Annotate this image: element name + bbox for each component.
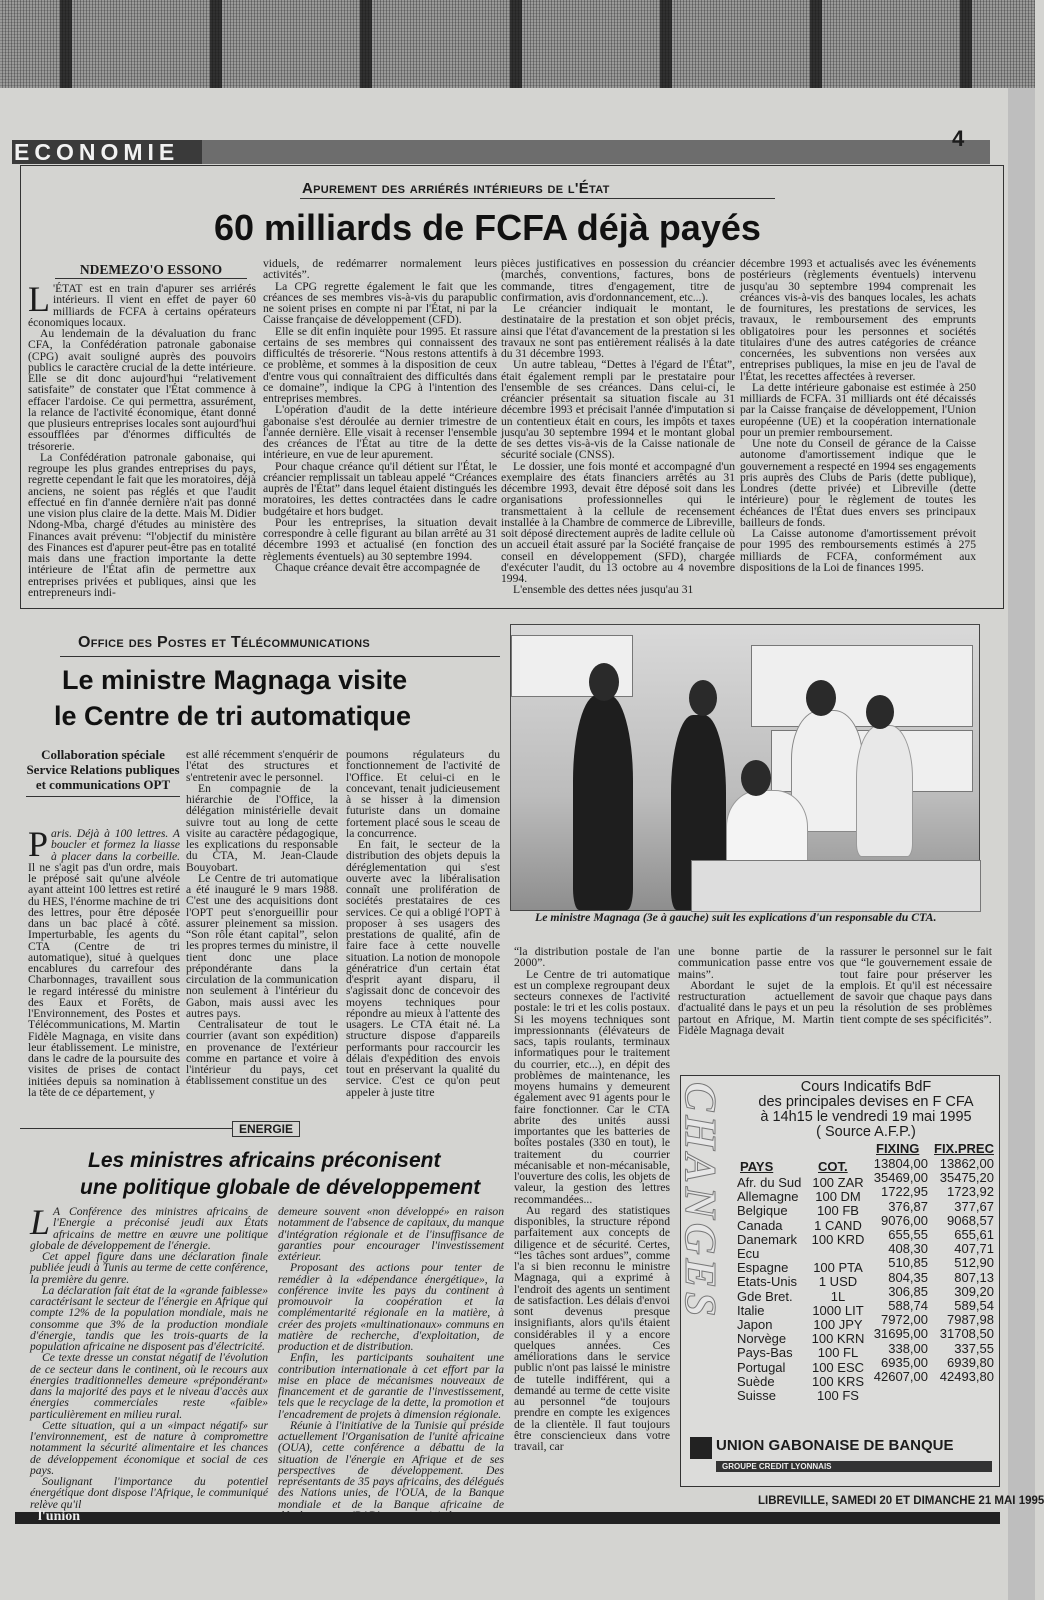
country-row xyxy=(737,1275,867,1289)
article1-column-2 xyxy=(263,258,497,605)
cell-cot: 100 JPY xyxy=(813,1317,863,1333)
rate-row xyxy=(868,1228,996,1242)
cell-fixing: 9076,00 xyxy=(881,1212,928,1228)
paragraph-text: pièces justificatives en possession du créancier (marchés, conventions, factures, bons de commande, titres d'engagement, titre de confirmation, avis d'ordonnancement, etc...). xyxy=(501,257,735,304)
country-row xyxy=(737,1346,867,1360)
cell-cot: 100 FL xyxy=(817,1345,859,1361)
paragraph-text: poumons régulateurs du fonctionnement de l'activité de l'Office. Et celui-ci en le concevant, tenait judicieusement à se hisser à la dimension futuriste dans un domaine fortement placé sous le sceau de la concurrence. xyxy=(346,748,500,840)
cell-pays: Norvège xyxy=(737,1331,787,1347)
paragraph xyxy=(186,783,338,873)
title-line: ( Source A.F.P.) xyxy=(816,1124,916,1140)
cell-cot: 1 USD xyxy=(818,1274,858,1290)
cell-fixing: 7972,00 xyxy=(881,1312,928,1328)
paragraph xyxy=(501,303,735,359)
cell-cot: 100 DM xyxy=(815,1189,861,1205)
paragraph xyxy=(501,584,735,595)
country-row xyxy=(737,1204,867,1218)
country-row xyxy=(737,1219,867,1233)
cell-pays: Espagne xyxy=(737,1260,789,1276)
paragraph xyxy=(28,452,256,598)
paragraph xyxy=(30,1420,268,1476)
paragraph-text: Chaque créance devait être accompagnée de xyxy=(275,560,481,574)
paragraph-text: L'ensemble des dettes nées jusqu'au 31 xyxy=(513,583,694,597)
cell-pays: Suisse xyxy=(737,1388,777,1404)
article1-headline: 60 milliards de FCFA déjà payés xyxy=(214,207,761,248)
paragraph xyxy=(28,824,180,1099)
paragraph-text: Le dossier, une fois monté et accompagné d'un exemplaire des états financiers arrêtés au 31 décembre 1993, devait être déposé soit dans les organisations professionnelles qui le transmettaient à la cellule de recensement installée à la Chambre de commerce de Libreville, soit déposé directement auprès de ladite cellule où un accueil était assuré par la Société française de conseil en développement (SFD), chargée d'exécuter l'audit, du 13 octobre au 4 novembre 1994. xyxy=(501,459,735,585)
rate-row xyxy=(868,1370,996,1384)
cell-fixing: 35469,00 xyxy=(873,1170,928,1186)
scan-border-top xyxy=(0,0,1035,88)
article3-column-2 xyxy=(278,1205,504,1511)
cell-pays: Danemark xyxy=(737,1231,797,1247)
country-row xyxy=(737,1290,867,1304)
rate-row xyxy=(868,1256,996,1270)
paragraph xyxy=(186,873,338,1019)
rate-row xyxy=(868,1285,996,1299)
rate-row xyxy=(868,1327,996,1341)
cell-fixing: 31695,00 xyxy=(873,1326,928,1342)
cell-fixing: 510,85 xyxy=(888,1255,928,1271)
paragraph xyxy=(278,1352,504,1420)
cell-fix-prec: 807,13 xyxy=(954,1269,994,1285)
paragraph-text: La Confédération patronale gabonaise, qui regroupe les plus grandes entreprises du pays, regrette cependant le fait que les moratoires, déjà anciens, ne soient pas réglés et que l'audit effectué en fin d'année dernière n'ait pas donné une vision plus claire de la dette. Mais M. Didier Ndong-Mba, chargé d'études au ministère des Finances avait prévenu: “l'objectif du ministère des Finances est d'apurer peut-être pas en totalité mais dans une fraction importante la dette intérieure de l'État afin de permettre aux entreprises privées et publiques, ainsi que les entrepreneurs indi- xyxy=(28,450,256,599)
cell-fix-prec: 1723,92 xyxy=(947,1184,994,1200)
paragraph-text: En fait, le secteur de la distribution des objets depuis la déréglementation qui s'est ouverte avec la libéralisation connaît une prolifération de sociétés prestataires de ces services. Ce qui a obligé l'OPT à proposer à ses usagers des prestations de qualité, afin de faire face à cette nouvelle situation. La notion de monopole génératrice d'un certain état d'esprit ayant disparu, il s'agissait donc de concevoir des moyens techniques pour répondre au mieux à l'attente des usagers. Le CTA était né. La structure dispose d'appareils performants pour raccourcir les délais d'expédition des envois tout en préservant la qualité du service. C'est ce qu'on peut appeler à juste titre xyxy=(346,838,500,1099)
paragraph-text: En compagnie de la hiérarchie de l'Office, la délégation ministérielle devait suivre tout au long de cette visite au caractère pédagogique, les explications du responsable du CTA, M. Jean-Claude Bouyobart. xyxy=(186,781,338,874)
paragraph-text: Réunie à l'initiative de la Tunisie qui préside actuellement l'Organisation de l'unité africaine (OUA), cette conférence a débattu de la situation de l'énergie en Afrique et de ses perspectives de développement. Des représentants de 35 pays africains, des délégués des Nations unies, de l'OUA, de la Banque mondiale et de la Banque africaine de xyxy=(278,1418,504,1511)
paragraph xyxy=(263,517,497,562)
cell-cot: 100 KRD xyxy=(811,1231,865,1247)
country-row xyxy=(737,1261,867,1275)
paragraph xyxy=(346,749,500,839)
paragraph-text: La CPG regrette également le fait que les créances de ses membres vis-à-vis du parapublic ne soient prises en compte ni par l'État, ni par la Caisse française de développement (CFD). xyxy=(263,279,497,327)
paragraph xyxy=(263,281,497,326)
cell-cot xyxy=(809,1247,867,1261)
paragraph-text: Le créancier indiquait le montant, le destinataire de la prestation et son objet précis, ainsi que l'état d'avancement de la prestation si les travaux ne sont pas entièrement réalisés à la date du 31 décembre 1993. xyxy=(501,302,735,360)
footer-bar xyxy=(15,1512,1000,1524)
cell-pays: Portugal xyxy=(737,1359,786,1375)
rate-row xyxy=(868,1214,996,1228)
drop-cap: L xyxy=(28,279,50,319)
paragraph-text: A Conférence des ministres africains de l'Energie a préconisé jeudi aux États africains de mettre en œuvre une politique globale de développement de l'énergie. xyxy=(30,1205,268,1252)
rate-row xyxy=(868,1356,996,1370)
paragraph-text: Pour les entreprises, la situation devait correspondre à celle figurant au bilan arrêté au 31 décembre 1993 et actualisé (en fonction des règlements éventuels) au 30 septembre 1994. xyxy=(263,515,497,563)
cell-fix-prec: 35475,20 xyxy=(939,1170,994,1186)
rate-row xyxy=(868,1171,996,1185)
paragraph-text: Cet appel figure dans une déclaration finale publiée jeudi à Tunis au terme de cette conférence, la première du genre. xyxy=(30,1250,268,1286)
paragraph-text: une bonne partie de la communication passe entre vos mains”. xyxy=(678,945,834,981)
paragraph-text: Proposant des actions pour tenter de remédier à la «dépendance énergétique», la conférence invite les pays du continent à promouvoir la coopération et la complémentarité régionale en la matière, à créer des projets «multinationaux» communs en matière de recherche, d'exploitation, de production et de distribution. xyxy=(278,1261,504,1353)
paragraph xyxy=(501,461,735,585)
rate-row xyxy=(868,1299,996,1313)
article2-column-1 xyxy=(28,824,180,1117)
kicker-rule xyxy=(300,198,775,199)
paragraph xyxy=(740,382,976,438)
paragraph-text: Cette situation, qui a un «impact négatif» sur l'environnement, est de nature à compromettre notamment la sécurité alimentaire et les chances de développement économique et social de ces pays. xyxy=(30,1418,268,1477)
cell-fix-prec: 7987,98 xyxy=(947,1312,994,1328)
cell-fix-prec: 655,61 xyxy=(954,1227,994,1243)
cell-cot: 100 FB xyxy=(817,1203,859,1219)
paragraph-text: Pour chaque créance qu'il détient sur l'État, le créancier remplissait un tableau appelé “Créances auprès de l'État” dans lequel étaient distingués les moratoires, les dettes contractées dans le cadre budgétaire et hors budget. xyxy=(263,459,497,518)
paragraph xyxy=(263,258,497,281)
cell-pays: Italie xyxy=(737,1302,765,1318)
cell-cot: 100 ESC xyxy=(811,1359,865,1375)
paragraph-text: Un autre tableau, “Dettes à l'égard de l'État”, était également rempli par le prestataire pour l'ensemble de ses créances. Dans celui-ci, le créancier présentait sa situation fiscale au 31 décembre 1993 et précisait l'année d'imputation si un contentieux était en cours, les impôts et taxes jusqu'au 30 septembre 1994 et le montant global de ses dettes vis-à-vis de la Caisse nationale de sécurité sociale (CNSS). xyxy=(501,358,735,462)
paragraph-text: Le Centre de tri automatique est un complexe regroupant deux secteurs connexes de l'activité postale: le tri et les colis postaux. Si les moyens techniques sont impressionnants (élévateurs de sacs, tapis roulants, terminaux informatiques pour le traitement du courrier, etc...), en dépit des problèmes de maintenance, les moyens humains y demeurent également avec 91 agents pour le faire fonctionner. Car le CTA abrite des unités aussi importantes que les batteries de boîtes postales (330 en tout), le traitement du courrier mécanisable et non-mécanisable, l'ouverture des colis, les objets de valeur, la gestion des lettres recommandées... xyxy=(514,967,670,1206)
cell-cot: 100 KRN xyxy=(811,1331,865,1347)
paragraph xyxy=(501,258,735,303)
header-fix-prec: FIX.PREC xyxy=(934,1141,994,1156)
cell-cot: 100 KRS xyxy=(811,1373,865,1389)
paragraph xyxy=(263,404,497,460)
cell-fixing: 6935,00 xyxy=(881,1354,928,1370)
cell-pays: Gde Bret. xyxy=(737,1288,793,1304)
paragraph-text: Au lendemain de la dévaluation du franc CFA, la Confédération patronale gabonaise (CPG) avait souligné auprès des pouvoirs publics le caractère crucial de la dette intérieure. Elle se dit donc aujourd'hui “relativement satisfaite” de constater que l'État commence à effacer l'ardoise. Ce qui permettra, assurément, la relance de l'activité économique, étant donné que plusieurs entreprises locales sont aujourd'hui essoufflées par d'énormes difficultés de trésorerie. xyxy=(28,327,256,453)
article2-headline-line2: le Centre de tri automatique xyxy=(54,701,412,731)
photo-caption: Le ministre Magnaga (3e à gauche) suit les explications d'un responsable du CTA. xyxy=(535,910,937,924)
paragraph xyxy=(678,980,834,1036)
country-row xyxy=(737,1190,867,1204)
paragraph-text: décembre 1993 et actualisés avec les événements postérieurs (règlements éventuels) intervenu jusqu'au 30 septembre 1994 comprenait les créances vis-à-vis des banques locales, les achats de fournitures, les prestations de services, les travaux, le remboursement des emprunts obligatoires pour les personnes et sociétés titulaires d'une des autres catégories de créance concernées, les subventions non versées aux entreprises publiques, la mise en jeu de l'aval de l'État, les recettes affectées à reverser. xyxy=(740,257,976,383)
lead-text: aris. Déjà à 100 lettres. A boucler et formez la liasse à placer dans la corbeille. xyxy=(51,827,180,863)
drop-cap: L xyxy=(30,1202,51,1242)
paragraph-text: Il ne s'agit pas d'un ordre, mais le préposé sait qu'une alvéole ayant atteint 100 lettres est retiré du HES, l'énorme machine de tri des lettres, pour être déposée dans un bac placé à côté. Imperturbable, les agents du CTA (Centre de tri automatique), situé à quelques encablures du carrefour des Charbonnages, travaillent sous le regard intéressé du ministre des Eaux et Forêts, de l'Environnement, des Postes et Télécommunications, M. Martin Fidèle Magnaga, en visite dans leur établissement. Le ministre, dans le cadre de la poursuite des visites de prises de contact initiées depuis sa nomination à la tête de ce département, y xyxy=(28,860,180,1099)
paragraph-text: Elle se dit enfin inquiète pour 1995. Et rassure certains de ses membres qui connaissent des difficultés de trésorerie. “Nous restons attentifs à ce problème, et sommes à la disposition de ceux d'entre vous qui connaîtraient des difficultés dans ce domaine”, indique la CPG à l'intention des entreprises membres. xyxy=(263,324,497,405)
paragraph xyxy=(740,438,976,528)
article2-column-4 xyxy=(514,946,670,1509)
paragraph xyxy=(28,279,256,329)
paragraph xyxy=(30,1251,268,1285)
paragraph xyxy=(30,1202,268,1252)
kicker-rule xyxy=(60,656,500,657)
cell-fix-prec: 42493,80 xyxy=(939,1369,994,1385)
news-photo-minister-visit xyxy=(510,624,980,911)
country-row xyxy=(737,1233,867,1247)
paragraph xyxy=(840,946,992,1025)
paragraph-text: est allé récemment s'enquérir de l'état des structures et s'entretenir avec le personnel. xyxy=(186,748,338,784)
footer-dateline: LIBREVILLE, SAMEDI 20 ET DIMANCHE 21 MAI 1995 xyxy=(758,1495,1044,1507)
article1-byline: NDEMEZO'O ESSONO xyxy=(55,262,247,279)
cell-pays: Etats-Unis xyxy=(737,1274,797,1290)
cell-fix-prec: 6939,80 xyxy=(947,1354,994,1370)
paragraph xyxy=(740,528,976,573)
bank-group: GROUPE CREDIT LYONNAIS xyxy=(716,1461,992,1472)
article3-column-1 xyxy=(30,1202,268,1511)
header-cot: COT. xyxy=(818,1159,848,1174)
country-row xyxy=(737,1332,867,1346)
rate-row xyxy=(868,1242,996,1256)
cell-fixing: 1722,95 xyxy=(881,1184,928,1200)
title-line: à 14h15 le vendredi 19 mai 1995 xyxy=(760,1109,972,1125)
cell-fix-prec: 337,55 xyxy=(954,1340,994,1356)
cell-pays: Suède xyxy=(737,1373,775,1389)
cell-cot: 1000 LIT xyxy=(812,1302,864,1318)
paragraph xyxy=(28,328,256,452)
cell-fixing: 588,74 xyxy=(888,1298,928,1314)
country-row xyxy=(737,1247,867,1261)
paragraph-text: Abordant le sujet de la restructuration actuellement d'actualité dans le pays et un peu partout en Afrique, M. Martin Fidèle Magnaga devait xyxy=(678,978,834,1037)
paragraph xyxy=(278,1262,504,1352)
cell-pays: Canada xyxy=(737,1217,783,1233)
cell-fixing: 42607,00 xyxy=(873,1369,928,1385)
bank-name: UNION GABONAISE DE BANQUE xyxy=(716,1437,954,1454)
cell-fix-prec: 512,90 xyxy=(954,1255,994,1271)
page-number: 4 xyxy=(952,126,965,151)
rate-row xyxy=(868,1313,996,1327)
cell-pays: Japon xyxy=(737,1317,773,1333)
article2-column-6 xyxy=(840,945,992,1026)
title-line: des principales devises en F CFA xyxy=(758,1094,974,1110)
cell-fix-prec: 31708,50 xyxy=(939,1326,994,1342)
paragraph xyxy=(263,461,497,517)
country-column xyxy=(737,1176,867,1403)
cell-fixing: 338,00 xyxy=(888,1340,928,1356)
article1-column-4 xyxy=(740,258,976,605)
cell-fixing: 306,85 xyxy=(888,1283,928,1299)
drop-cap: P xyxy=(28,824,49,864)
rate-row xyxy=(868,1200,996,1214)
cell-fixing: 655,55 xyxy=(888,1227,928,1243)
article2-column-3 xyxy=(346,749,500,1117)
article3-tag: ENERGIE xyxy=(232,1121,300,1137)
paragraph xyxy=(514,946,670,969)
paragraph-text: La déclaration fait état de la «grande faiblesse» caractérisant le secteur de l'énergie en Afrique qui compte 12% de la population mondiale, mais ne consomme que 3% de la production mondiale d'énergie, tandis que les trois-quarts de la population africaine ne disposent pas d'électricité. xyxy=(30,1283,268,1353)
article3-headline-line1: Les ministres africains préconisent xyxy=(88,1149,441,1172)
paragraph xyxy=(186,749,338,783)
cell-fix-prec: 407,71 xyxy=(954,1241,994,1257)
paragraph-text: demeure souvent «non développé» en raison notamment de l'absence de capitaux, du manque d'intégration régionale et de l'insuffisance de garanties pour encourager l'investissement extérieur. xyxy=(278,1205,504,1263)
rate-row xyxy=(868,1157,996,1171)
country-row xyxy=(737,1389,867,1403)
cell-cot: 100 FS xyxy=(817,1388,859,1404)
article2-column-2 xyxy=(186,749,338,1117)
exchange-rates-title xyxy=(735,1080,997,1140)
country-row xyxy=(737,1176,867,1190)
article1-column-1 xyxy=(28,279,256,605)
paragraph-text: Ce texte dresse un constat négatif de l'évolution de ce secteur dans le continent, où le recours aux énergies traditionnelles demeure «prépondérant» dans la majorité des pays et le niveau d'accès aux énergies commerciales reste «faible» particulièrement en milieu rural. xyxy=(30,1351,268,1421)
country-row xyxy=(737,1361,867,1375)
cell-fixing: 408,30 xyxy=(888,1241,928,1257)
paragraph xyxy=(186,1019,338,1087)
paragraph xyxy=(30,1352,268,1420)
header-pays: PAYS xyxy=(740,1159,774,1174)
cell-cot: 1 CAND xyxy=(814,1217,862,1233)
paragraph-text: Au regard des statistiques disponibles, la structure répond parfaitement aux concepts de diligence et de sécurité. Certes, “les tâches sont ardues”, comme l'a si bien reconnu le ministre Magnaga, qui a exprimé à l'endroit des agents un sentiment de satisfaction. Les délais d'envoi sont devenus presque insignifiants, alors qu'ils étaient considérables il y a encore quelques années. Ces améliorations dans le service public n'ont pas laissé le ministre de tutelle indifférent, qui a demandé au terme de cette visite au personnel “de toujours prendre en compte les exigences de la clientèle. Il faut toujours être consciencieux dans votre travail, car xyxy=(514,1203,670,1453)
article2-byline: Collaboration spéciale Service Relations publiques et communications OPT xyxy=(26,747,180,797)
cell-fix-prec: 377,67 xyxy=(954,1198,994,1214)
paragraph-text: Enfin, les participants souhaitent une contribution internationale à cet effort par la mise en place de mécanismes nouveaux de financement et de garantie de l'investissement, tels que le recyclage de la dette, la promotion et l'encadrement de projets à dimension régionale. xyxy=(278,1351,504,1421)
article1-column-3 xyxy=(501,258,735,605)
country-row xyxy=(737,1304,867,1318)
paragraph-text: “la distribution postale de l'an 2000”. xyxy=(514,945,670,970)
cell-cot: 1L xyxy=(830,1288,846,1304)
changes-label-text: CHANGES xyxy=(676,1082,725,1321)
paragraph xyxy=(278,1206,504,1262)
article1-kicker: Apurement des arriérés intérieurs de l'État xyxy=(302,180,610,197)
cell-fix-prec: 13862,00 xyxy=(939,1156,994,1171)
paragraph-text: Centralisateur de tout le courrier (avant son expédition) en provenance de l'extérieur comme en partance et voire à l'intérieur du pays, cet établissement constitue un des xyxy=(186,1018,338,1088)
paragraph xyxy=(263,326,497,405)
paragraph xyxy=(740,258,976,382)
rate-row xyxy=(868,1185,996,1199)
paragraph xyxy=(501,359,735,460)
newspaper-logo: l'union xyxy=(38,1509,81,1524)
cell-pays: Pays-Bas xyxy=(737,1345,793,1361)
article2-headline-line1: Le ministre Magnaga visite xyxy=(62,665,408,695)
cell-fixing: 376,87 xyxy=(888,1198,928,1214)
cell-fix-prec: 309,20 xyxy=(954,1283,994,1299)
paragraph-text: rassurer le personnel sur le fait que “le gouvernement essaie de tout faire pour préserver les emplois. Et qu'il est nécessaire de savoir que chaque pays dans la résolution de ses problèmes tient compte de ses spécificités”. xyxy=(840,945,992,1026)
paragraph xyxy=(278,1420,504,1521)
paragraph xyxy=(514,969,670,1205)
header-fixing: FIXING xyxy=(876,1141,920,1156)
paragraph-text: viduels, de redémarrer normalement leurs activités”. xyxy=(263,257,497,282)
changes-vertical-label xyxy=(676,1082,728,1422)
cell-pays: Belgique xyxy=(737,1203,788,1219)
section-rule xyxy=(20,1128,232,1129)
paragraph xyxy=(263,562,497,573)
paragraph xyxy=(30,1476,268,1510)
section-label: ECONOMIE xyxy=(14,139,180,165)
cell-cot: 100 PTA xyxy=(813,1260,863,1276)
bank-logo-block xyxy=(690,1433,990,1473)
cell-fix-prec: 9068,57 xyxy=(947,1212,994,1228)
paragraph-text: La Caisse autonome d'amortissement prévoit pour 1995 des remboursements estimés à 275 milliards de FCFA, conformément aux dispositions de la Loi de finances 1995. xyxy=(740,527,976,574)
rates-column xyxy=(868,1157,996,1384)
paragraph xyxy=(30,1285,268,1353)
cell-cot: 100 ZAR xyxy=(812,1175,864,1190)
bank-logo-icon xyxy=(690,1437,712,1459)
paragraph-text: La dette intérieure gabonaise est estimée à 250 milliards de FCFA. 31 milliards ont été décaissés par la Caisse française de développement, l'Union européenne (UE) et la coopération internationale pour un premier remboursement. xyxy=(740,380,976,439)
paragraph-text: Une note du Conseil de gérance de la Caisse autonome d'amortissement indique que le gouvernement a respecté en 1994 ses engagements pris auprès des Clubs de Paris (dette publique), Londres (dette privée) et Libreville (dette intérieure) pour le règlement de toutes les échéances de l'État dues envers ses principaux bailleurs de fonds. xyxy=(740,437,976,529)
cell-fixing: 804,35 xyxy=(888,1269,928,1285)
country-row xyxy=(737,1318,867,1332)
scan-border-right xyxy=(1008,88,1035,1600)
cell-fix-prec: 589,54 xyxy=(954,1298,994,1314)
paragraph-text: L'opération d'audit de la dette intérieure gabonaise s'est déroulée au dernier trimestre de l'année dernière. Elle visait à recenser l'ensemble des créances de l'État au titre de la dette intérieure, en vue de leur apurement. xyxy=(263,403,497,462)
paragraph xyxy=(514,1205,670,1453)
article2-kicker: Office des Postes et Télécommunications xyxy=(78,634,370,651)
cell-pays: Ecu xyxy=(737,1246,760,1262)
article3-headline-line2: une politique globale de développement xyxy=(80,1176,481,1199)
paragraph-text: 'ÉTAT est en train d'apurer ses arriérés intérieurs. Il vient en effet de payer 60 milliards de FCFA à certains opérateurs économiques locaux. xyxy=(28,282,256,329)
title-line: Cours Indicatifs BdF xyxy=(800,1079,932,1095)
cell-pays: Afr. du Sud xyxy=(737,1175,802,1190)
rate-row xyxy=(868,1342,996,1356)
cell-fixing: 13804,00 xyxy=(873,1156,928,1171)
cell-pays: Allemagne xyxy=(737,1189,799,1205)
article2-column-5 xyxy=(678,945,834,1037)
paragraph xyxy=(346,839,500,1098)
paragraph-text: Le Centre de tri automatique a été inauguré le 9 mars 1988. C'est une des acquisitions dont l'OPT peut s'enorgueillir pour assurer pleinement sa mission. “Son rôle étant capital”, selon les propres termes du ministre, il tient donc une place prépondérante dans la circulation de la communication non seulement à l'intérieur du Gabon, mais aussi avec les autres pays. xyxy=(186,871,338,1020)
country-row xyxy=(737,1375,867,1389)
paragraph xyxy=(678,946,834,980)
paragraph-text: Soulignant l'importance du potentiel énergétique dont dispose l'Afrique, le communiqué relève qu'il xyxy=(30,1475,268,1511)
rate-row xyxy=(868,1271,996,1285)
